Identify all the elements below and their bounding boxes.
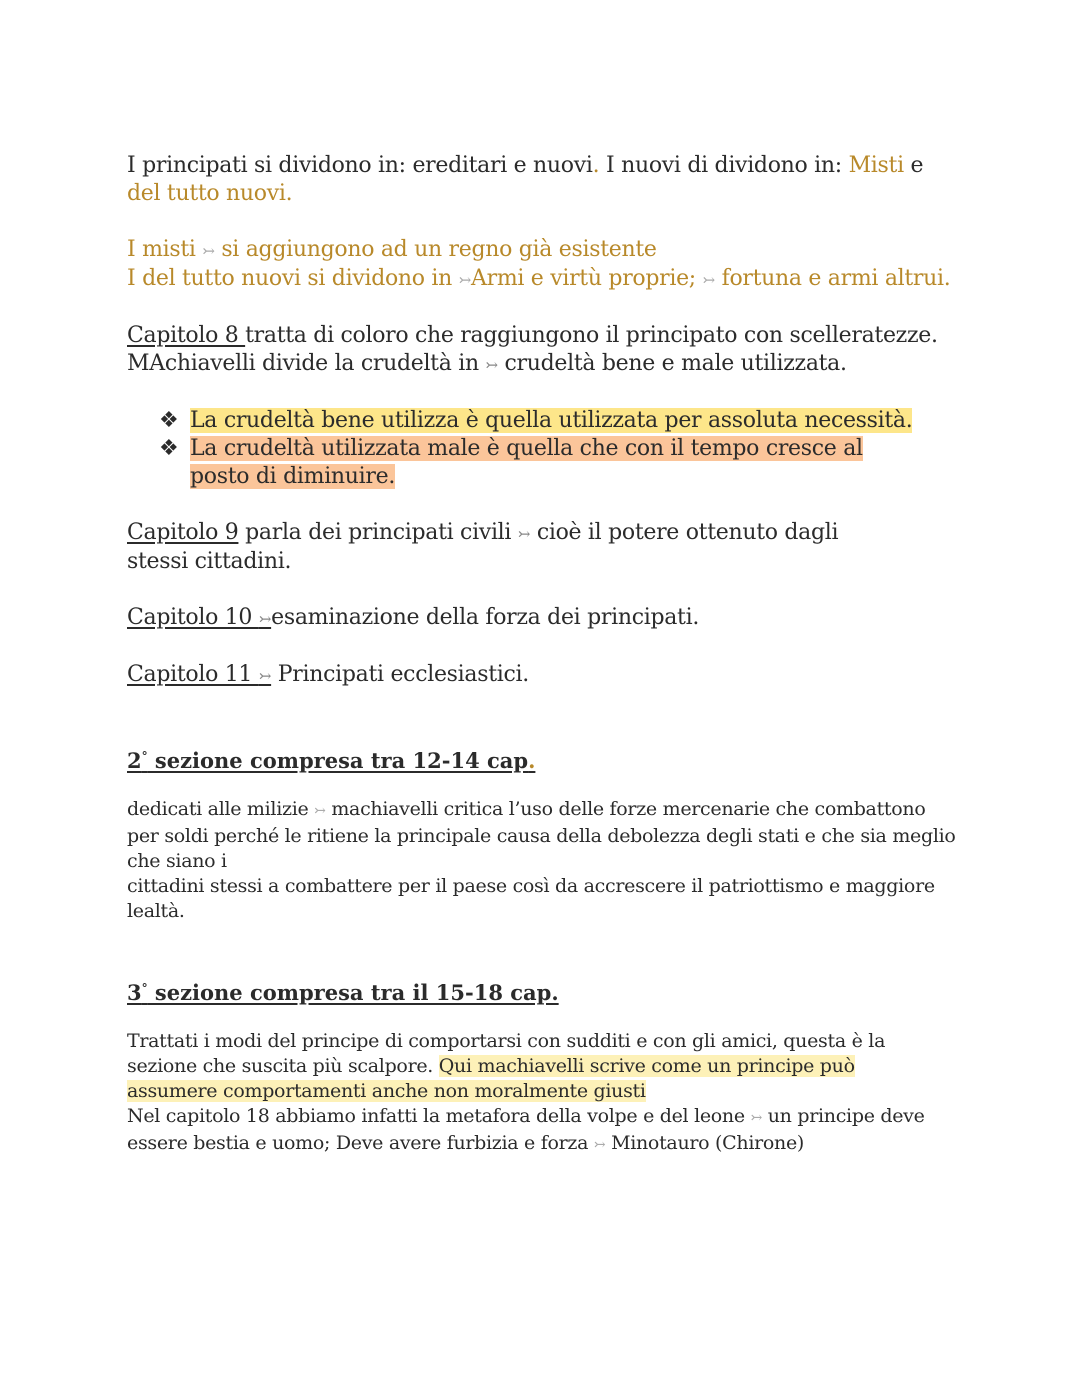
del-tutto-label: I del tutto nuovi si dividono in bbox=[127, 266, 459, 291]
diamond-bullet-icon: ❖ bbox=[159, 408, 179, 433]
body-text-3: un principe deve essere bestia e uomo; Deve avere furbizia e forza bbox=[127, 1105, 925, 1154]
arrow-icon: ↣ bbox=[750, 1110, 762, 1126]
fortuna-armi: fortuna e armi altrui. bbox=[714, 266, 951, 291]
cap11-text: Principati ecclesiastici. bbox=[271, 662, 529, 687]
body-text-2: Nel capitolo 18 abbiamo infatti la metafora della volpe e del leone bbox=[127, 1105, 751, 1127]
section-number: 2 bbox=[127, 748, 142, 773]
cap10-text: esaminazione della forza dei principati. bbox=[271, 605, 700, 630]
section-2-heading bbox=[127, 742, 957, 775]
arrow-icon: ↣ bbox=[702, 271, 715, 289]
del-tutto-line bbox=[127, 265, 957, 294]
diamond-bullet-icon: ❖ bbox=[159, 436, 179, 461]
intro-text-2: I nuovi di dividono in: bbox=[599, 153, 849, 178]
conj-e: e bbox=[903, 153, 924, 178]
section-title: sezione compresa tra 12-14 cap bbox=[147, 748, 529, 773]
section-3-body bbox=[127, 1029, 907, 1104]
arrow-icon: ↣ bbox=[485, 356, 498, 374]
cap10-line bbox=[127, 604, 957, 633]
crudelta-list bbox=[127, 407, 957, 491]
body-text-4: Minotauro (Chirone) bbox=[605, 1132, 805, 1154]
degree-mark: ° bbox=[141, 749, 148, 763]
document-page bbox=[127, 152, 957, 1158]
cap11-label-wrap bbox=[127, 662, 271, 687]
arrow-icon: ↣ bbox=[458, 271, 472, 289]
cap9-text: parla dei principati civili bbox=[238, 520, 518, 545]
section-dot: . bbox=[528, 748, 536, 773]
del-tutto-term: del tutto nuovi. bbox=[127, 181, 293, 206]
cap9-label: Capitolo 9 bbox=[127, 520, 239, 545]
section-title: sezione compresa tra il 15-18 cap. bbox=[147, 980, 559, 1005]
section-2-body-2 bbox=[127, 874, 957, 924]
arrow-icon: ↣ bbox=[258, 667, 272, 685]
arrow-icon: ↣ bbox=[314, 803, 326, 819]
intro-text: I principati si dividono in: ereditari e nuovi bbox=[127, 153, 593, 178]
body-text-2: machiavelli critica l’uso delle forze mercenarie che combattono per soldi perché le ritiene la principale causa della debolezza degli stati e che sia meglio che siano i bbox=[127, 798, 956, 872]
arrow-icon: ↣ bbox=[593, 1137, 606, 1153]
list-item bbox=[159, 435, 880, 491]
section-3-body-2 bbox=[127, 1104, 937, 1158]
body-text-3: cittadini stessi a combattere per il paese così da accrescere il patriottismo e maggiore lealtà. bbox=[127, 875, 935, 922]
gold-dot: . bbox=[592, 153, 600, 178]
body-text: dedicati alle milizie bbox=[127, 798, 315, 820]
section-number: 3 bbox=[127, 980, 142, 1005]
list-item bbox=[159, 407, 957, 435]
misti-term: Misti bbox=[848, 153, 904, 178]
arrow-icon: ↣ bbox=[258, 610, 272, 628]
cap8-text-2: MAchiavelli divide la crudeltà in bbox=[127, 351, 486, 376]
intro-paragraph bbox=[127, 152, 927, 208]
cap8-text-3: crudeltà bene e male utilizzata. bbox=[497, 351, 847, 376]
cap11-label: Capitolo 11 bbox=[127, 662, 259, 687]
misti-line bbox=[127, 236, 957, 265]
cap11-line bbox=[127, 661, 957, 690]
degree-mark: ° bbox=[141, 981, 148, 995]
arrow-icon: ↣ bbox=[517, 525, 531, 543]
cap8-text: tratta di coloro che raggiungono il principato con scelleratezze. bbox=[245, 323, 938, 348]
arrow-icon: ↣ bbox=[202, 242, 215, 260]
cap10-label-wrap bbox=[127, 605, 271, 630]
cap9-paragraph bbox=[127, 519, 887, 576]
cap10-label: Capitolo 10 bbox=[127, 605, 259, 630]
section-2-body bbox=[127, 797, 957, 874]
cap8-line bbox=[127, 322, 957, 350]
bullet-text: La crudeltà bene utilizza è quella utilizzata per assoluta necessità. bbox=[190, 408, 913, 433]
bullet-text: La crudeltà utilizzata male è quella che con il tempo cresce al posto di diminuire. bbox=[190, 436, 863, 489]
body-text: Trattati i modi del principe di comportarsi con sudditi e con gli amici, questa è la sezione che suscita più scalpore. bbox=[127, 1030, 886, 1077]
armi-proprie: Armi e virtù proprie; bbox=[471, 266, 703, 291]
cap8-label: Capitolo 8 bbox=[127, 323, 246, 348]
misti-description: si aggiungono ad un regno già esistente bbox=[214, 237, 657, 262]
cap9-text-2: cioè il potere ottenuto dagli stessi cittadini. bbox=[127, 520, 839, 574]
section-3-heading bbox=[127, 974, 957, 1007]
highlighted-text: Qui machiavelli scrive come un principe può assumere comportamenti anche non moralmente giusti bbox=[127, 1055, 855, 1102]
cap8-line-2 bbox=[127, 350, 957, 379]
misti-label: I misti bbox=[127, 237, 203, 262]
